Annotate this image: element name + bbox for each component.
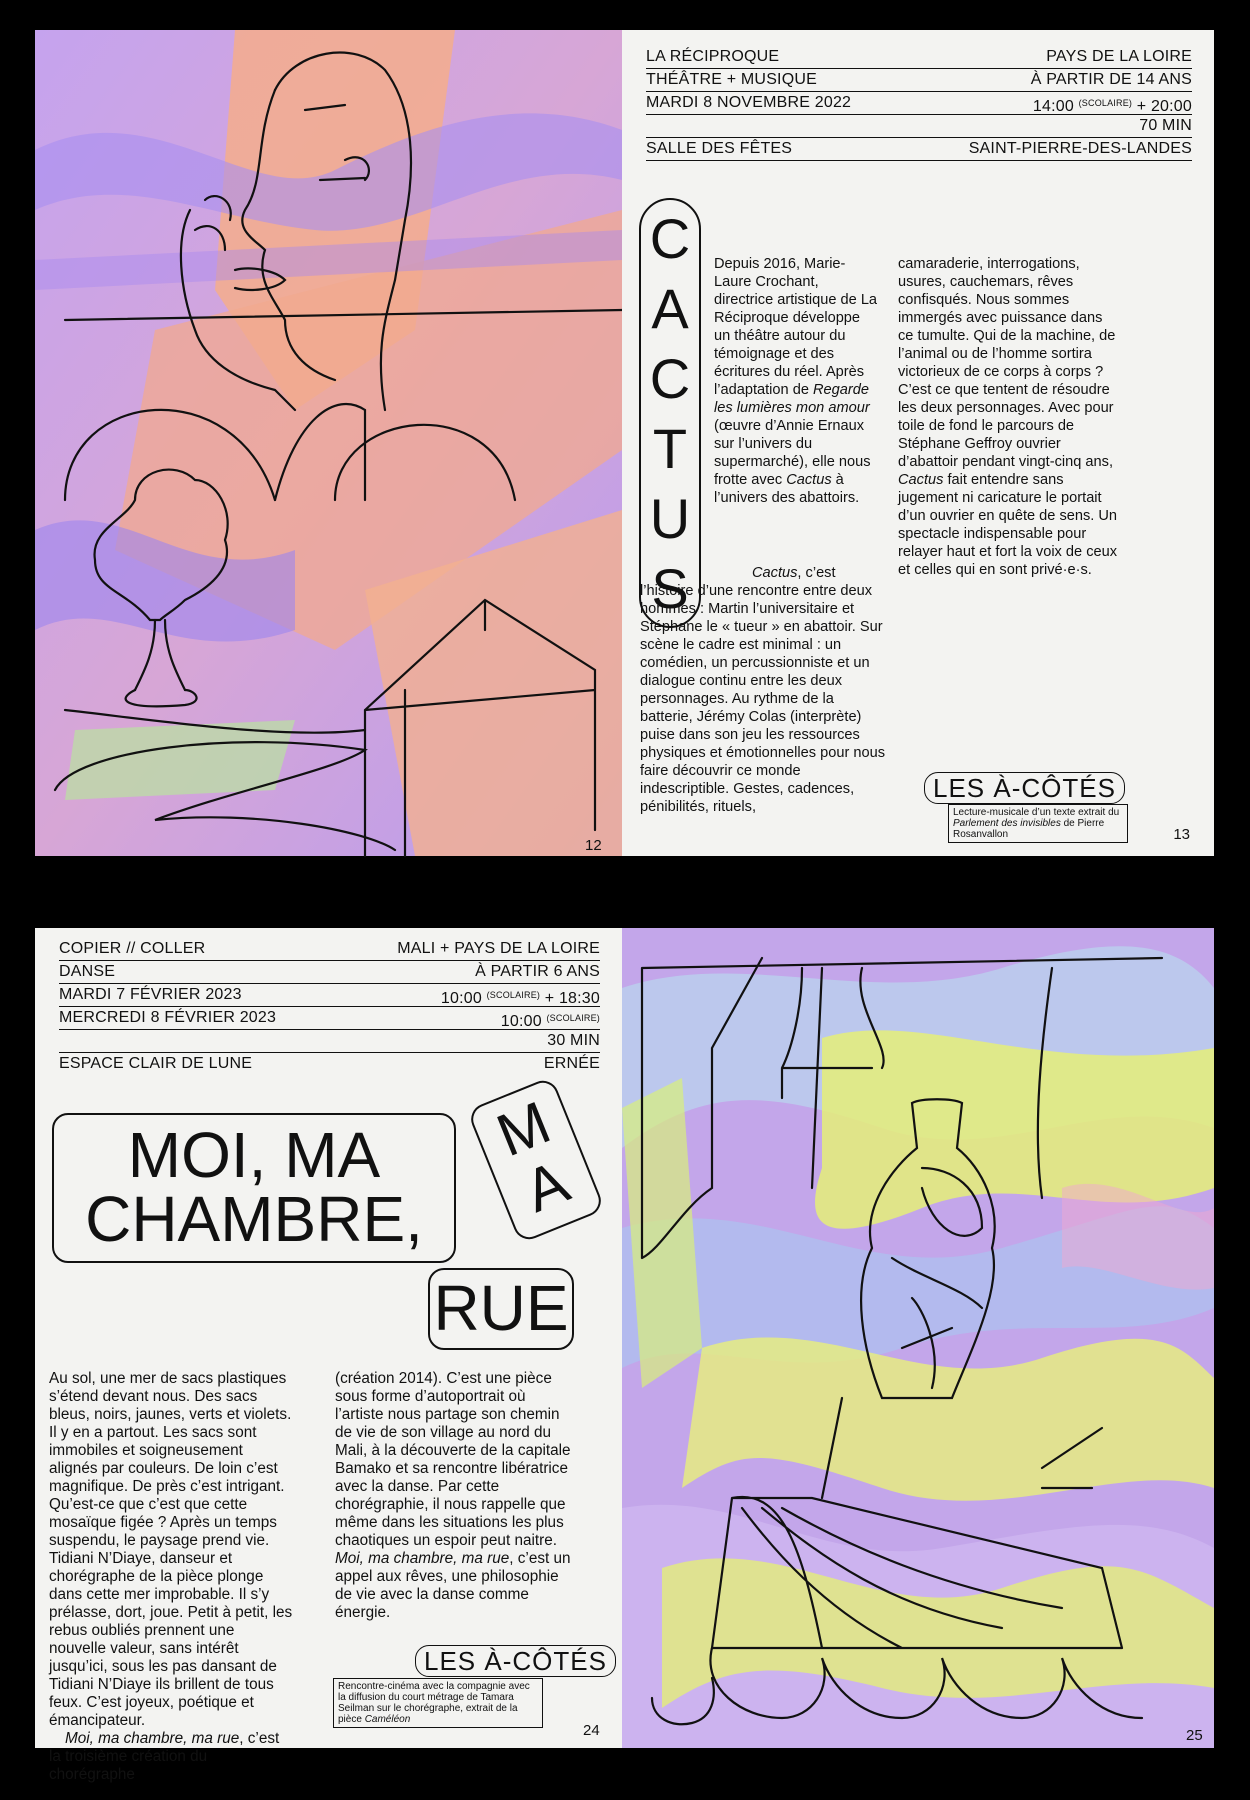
title-rue: RUE: [428, 1268, 574, 1350]
title-letter: T: [652, 417, 688, 480]
les-a-cotes-label: LES À-CÔTÉS: [924, 772, 1125, 804]
info-row: ESPACE CLAIR DE LUNE ERNÉE: [59, 1055, 600, 1072]
abstract-face-illustration: [35, 30, 622, 856]
page-number-12: 12: [585, 837, 602, 854]
title-letter: A: [651, 277, 689, 340]
body-column-2: camaraderie, interrogations, usures, cauchemars, rêves confisqués. Nous sommes immergés avec puissance dans ce tumulte. Qui de la machine, de l’animal ou de l’homme sortira victorieux de ce corps à corps ? C’est ce que tentent de résoudre les deux personnages. Avec pour toile de fond le parcours de Stéphane Geffroy ouvrier d’abattoir pendant vingt-cinq ans, Cactus fait entendre sans jugement ni caricature le portait d’un ouvrier en quête de sens. Un spectacle indispensable pour relayer haut et fort la voix de ceux et celles qui en sont privé·e·s.: [898, 256, 1118, 578]
info-row: 70 MIN: [646, 115, 1192, 138]
title-letter: U: [649, 487, 691, 550]
info-row: DANSE À PARTIR 6 ANS: [59, 961, 600, 984]
title-ma-rotated: M A: [466, 1076, 605, 1244]
info-row: SALLE DES FÊTES SAINT-PIERRE-DES-LANDES: [646, 138, 1192, 161]
page-number-13: 13: [1173, 826, 1190, 843]
spread1-left-illustration-page: [35, 30, 622, 856]
info-row: COPIER // COLLER MALI + PAYS DE LA LOIRE: [59, 938, 600, 961]
spread1-right-text-page: [622, 30, 1214, 856]
info-row: MARDI 8 NOVEMBRE 2022 14:00 $^{(SCOLAIRE)}$ + 20:00: [646, 94, 1192, 115]
les-a-cotes-note: Lecture-musicale d’un texte extrait du Parlement des invisibles de Pierre Rosanvallon: [948, 804, 1128, 843]
info-row: 30 MIN: [59, 1030, 600, 1053]
les-a-cotes-note: Rencontre-cinéma avec la compagnie avec la diffusion du court métrage de Tamara Seilman sur le chorégraphe, extrait de la pièce Caméléon: [333, 1678, 543, 1728]
body-column-2: (création 2014). C’est une pièce sous forme d’autoportrait où l’artiste nous partage son chemin de vie de son village au nord du Mali, à la découverte de la capitale Bamako et sa rencontre libératrice avec la danse. Par cette chorégraphie, il nous rappelle que même dans les situations les plus chaotiques un espoir peut naitre. Moi, ma chambre, ma rue, c’est un appel aux rêves, une philosophie de vie avec la danse comme énergie.: [335, 1370, 571, 1621]
title-letter: C: [649, 347, 691, 410]
abstract-vase-illustration: [622, 928, 1214, 1748]
title-letter: S: [651, 557, 689, 620]
body-column-1: Depuis 2016, Marie-Laure Crochant, directrice artistique de La Réciproque développe un théâtre autour du témoignage et des écritures du réel. Après l’adaptation de Regarde les lumières mon amour (œuvre d’Annie Ernaux sur l’univers du supermarché), elle nous frotte avec Cactus à l’univers des abattoirs.: [714, 256, 878, 506]
les-a-cotes-label: LES À-CÔTÉS: [415, 1645, 616, 1677]
spread2-left-text-page: [35, 928, 622, 1783]
title-letter: C: [649, 207, 691, 270]
body-column-1: Au sol, une mer de sacs plastiques s’étend devant nous. Des sacs bleus, noirs, jaunes, verts et violets. Il y en a partout. Les sacs sont immobiles et soigneusement alignés par couleurs. De loin c’est magnifique. De près c’est intrigant. Qu’est-ce que c’est que cette mosaïque figée ? Après un temps suspendu, le paysage prend vie. Tidiani N’Diaye, danseur et chorégraphe de la pièce plonge dans cette mer improbable. Il s’y prélasse, dort, joue. Petit à petit, les rebus oubliés prennent une nouvelle valeur, sans intérêt jusqu’ici, sous les pas dansant de Tidiani N’Diaye ils brillent de tous feux. C’est joyeux, poétique et émancipateur. Moi, ma chambre, ma rue, c’est la troisième création du chorégraphe: [49, 1370, 293, 1783]
info-row: MARDI 7 FÉVRIER 2023 10:00 $^{(SCOLAIRE)}$ + 18:30: [59, 986, 600, 1007]
spread2-right-illustration-page: [622, 928, 1214, 1748]
info-row: MERCREDI 8 FÉVRIER 2023 10:00 $^{(SCOLAIRE)}$: [59, 1009, 600, 1030]
info-row: LA RÉCIPROQUE PAYS DE LA LOIRE: [646, 46, 1192, 69]
info-row: THÉÂTRE + MUSIQUE À PARTIR DE 14 ANS: [646, 69, 1192, 92]
title-moi-ma-chambre: MOI, MA CHAMBRE,: [52, 1113, 456, 1263]
page-number-24: 24: [583, 1722, 600, 1739]
page-number-25: 25: [1186, 1727, 1203, 1744]
body-column-1-continued: Cactus, c’est l’histoire d’une rencontre entre deux hommes : Martin l’universitaire et Stéphane le « tueur » en abattoir. Sur scène le cadre est minimal : un comédien, un percussionniste et un dialogue continu entre les deux personnages. Au rythme de la batterie, Jérémy Colas (interprète) puise dans son jeu les ressources physiques et émotionnelles pour nous faire découvrir ce monde indescriptible. Gestes, cadences, pénibilités, rituels,: [640, 565, 886, 815]
event-info-table: [646, 46, 1192, 161]
event-info-table: [59, 938, 600, 1075]
